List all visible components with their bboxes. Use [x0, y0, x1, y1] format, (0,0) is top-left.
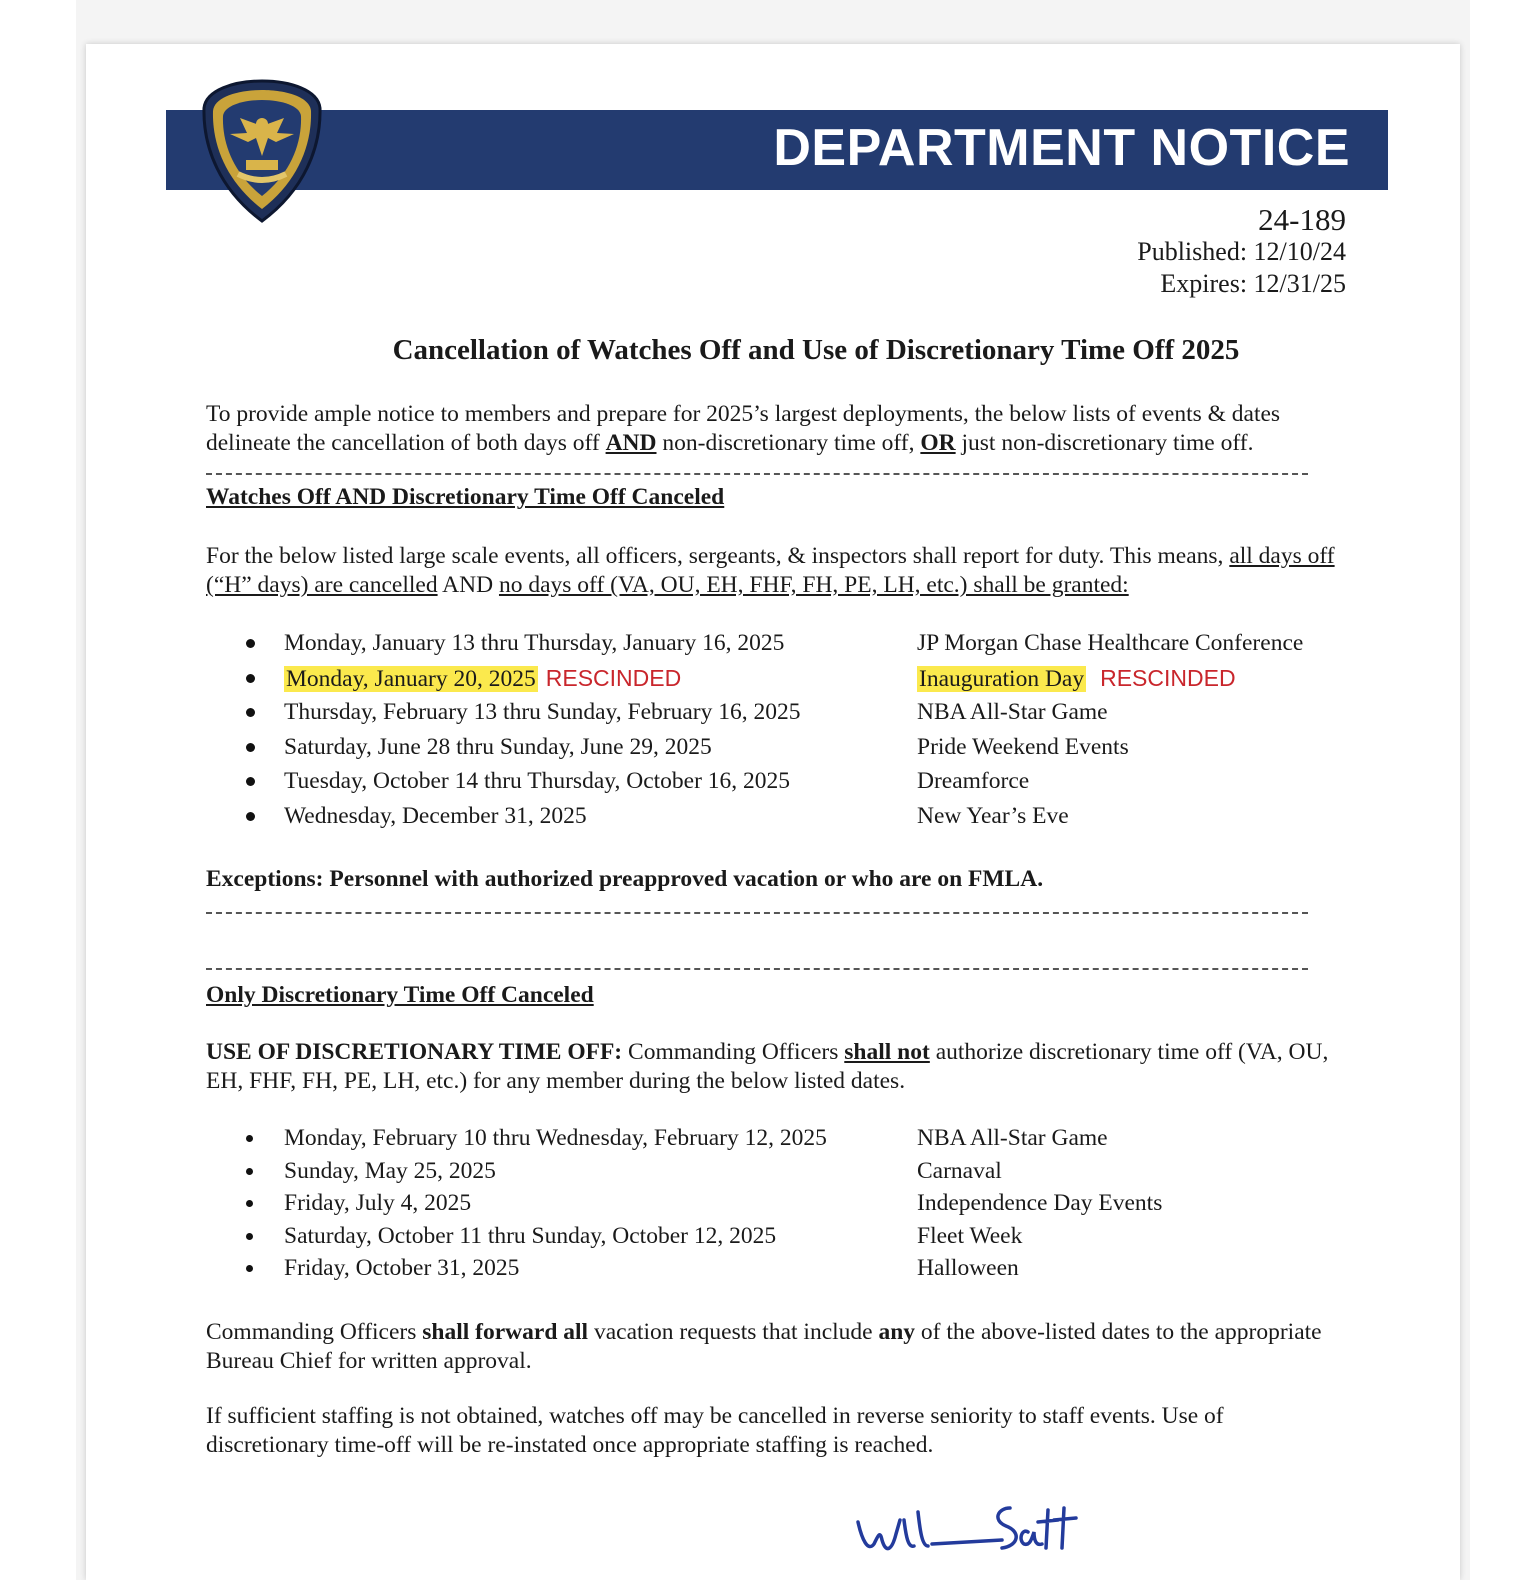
event-name: Halloween	[917, 1255, 1019, 1281]
header-banner	[166, 110, 1388, 190]
list-item	[236, 1155, 1366, 1188]
event-name: NBA All-Star Game	[917, 1125, 1108, 1151]
section1-paragraph	[206, 542, 1346, 600]
exceptions-note: Exceptions: Personnel with authorized preapproved vacation or who are on FMLA.	[206, 866, 1044, 892]
event-name: Inauguration Day	[919, 665, 1085, 692]
intro-text-3: just non-discretionary time off.	[955, 430, 1254, 456]
list-item	[236, 1252, 1366, 1285]
banner-title: DEPARTMENT NOTICE	[773, 119, 1350, 177]
section2-text-2: authorize discretionary time off (VA, OU, EH, FHF, FH, PE, LH, etc.) for any member during the below listed dates.	[206, 1039, 1329, 1094]
list-item	[236, 730, 1366, 765]
bullet-icon	[246, 639, 255, 648]
document-title: Cancellation of Watches Off and Use of Discretionary Time Off 2025	[392, 334, 1240, 366]
bullet-icon	[246, 1233, 253, 1240]
section2-paragraph	[206, 1038, 1346, 1096]
bullet-icon	[246, 777, 255, 786]
left-margin	[0, 0, 76, 1580]
event-name: NBA All-Star Game	[917, 699, 1108, 725]
divider	[206, 912, 1308, 914]
event-date: Friday, July 4, 2025	[284, 1190, 472, 1216]
event-date: Monday, January 20, 2025	[286, 665, 536, 692]
event-date: Monday, February 10 thru Wednesday, February 12, 2025	[284, 1125, 827, 1151]
forward-text-3: of the above-listed dates to the appropriate Bureau Chief for written approval.	[206, 1319, 1322, 1374]
notice-number: 24-189	[1258, 202, 1346, 237]
event-date: Saturday, October 11 thru Sunday, October 12, 2025	[284, 1222, 777, 1249]
divider	[206, 968, 1308, 970]
event-name: Fleet Week	[917, 1222, 1023, 1249]
event-name: JP Morgan Chase Healthcare Conference	[917, 630, 1304, 656]
expires-date: Expires: 12/31/25	[1160, 269, 1346, 298]
list-item	[236, 1122, 1366, 1155]
event-name: Pride Weekend Events	[917, 733, 1129, 760]
bullet-icon	[246, 1265, 253, 1272]
section1-text-1: For the below listed large scale events, all officers, sergeants, & inspectors shall report for duty. This means,	[206, 543, 1230, 569]
section2-list	[236, 1122, 1366, 1285]
event-date: Monday, January 13 thru Thursday, January 16, 2025	[284, 630, 785, 656]
staffing-paragraph: If sufficient staffing is not obtained, watches off may be cancelled in reverse seniority to staff events. Use of discretionary time-off will be re-instated once appropriate staffing is reached.	[206, 1403, 1224, 1458]
event-date: Wednesday, December 31, 2025	[284, 802, 587, 829]
intro-and: AND	[605, 430, 657, 456]
list-item	[236, 764, 1366, 799]
event-name: Carnaval	[917, 1157, 1002, 1184]
police-badge-icon	[200, 78, 324, 224]
bullet-icon	[246, 1168, 253, 1175]
forward-text-1: Commanding Officers	[206, 1319, 423, 1345]
list-item	[236, 695, 1366, 730]
event-date: Thursday, February 13 thru Sunday, February 16, 2025	[284, 699, 801, 725]
bullet-icon	[246, 743, 255, 752]
document-page	[86, 44, 1460, 1580]
forward-paragraph	[206, 1318, 1346, 1376]
section1-list	[236, 626, 1366, 833]
event-name: New Year’s Eve	[917, 802, 1069, 829]
section2-heading: Only Discretionary Time Off Canceled	[206, 982, 594, 1008]
bullet-icon	[246, 708, 255, 717]
signature-icon	[852, 1500, 1092, 1560]
event-name: Independence Day Events	[917, 1190, 1163, 1216]
section2-text-1: Commanding Officers	[622, 1039, 845, 1065]
section1-underline-1: all days off (“H” days) are cancelled	[206, 543, 1335, 598]
intro-text-1: To provide ample notice to members and prepare for 2025’s largest deployments, the below lists of events & dates delineate the cancellation of both days off	[206, 401, 1281, 456]
forward-text-2: vacation requests that include	[588, 1319, 879, 1345]
section1-heading: Watches Off AND Discretionary Time Off Canceled	[206, 484, 725, 510]
section2-lead-bold: USE OF DISCRETIONARY TIME OFF:	[206, 1039, 623, 1065]
right-margin	[1470, 0, 1520, 1580]
bullet-icon	[246, 1200, 253, 1207]
list-item	[236, 1220, 1366, 1253]
forward-bold-1: shall forward all	[422, 1319, 589, 1345]
event-date: Saturday, June 28 thru Sunday, June 29, 2025	[284, 733, 712, 760]
list-item	[236, 1187, 1366, 1220]
rescinded-label: RESCINDED	[545, 664, 682, 691]
bullet-icon	[246, 812, 255, 821]
published-date: Published: 12/10/24	[1137, 237, 1346, 266]
intro-paragraph	[206, 400, 1346, 458]
list-item	[236, 626, 1366, 661]
divider	[206, 473, 1308, 475]
intro-or: OR	[920, 430, 956, 456]
event-date: Sunday, May 25, 2025	[284, 1157, 496, 1184]
rescinded-label: RESCINDED	[1100, 664, 1236, 691]
shall-not: shall not	[844, 1039, 930, 1065]
bullet-icon	[246, 1135, 253, 1142]
event-name: Dreamforce	[917, 768, 1030, 794]
forward-bold-2: any	[878, 1319, 916, 1345]
event-date: Tuesday, October 14 thru Thursday, October 16, 2025	[284, 768, 791, 794]
section1-underline-2: no days off (VA, OU, EH, FHF, FH, PE, LH, etc.) shall be granted:	[498, 572, 1129, 598]
list-item	[236, 799, 1366, 834]
bullet-icon	[246, 674, 255, 683]
event-date: Friday, October 31, 2025	[284, 1255, 520, 1281]
list-item	[236, 661, 1366, 696]
section1-text-2: AND	[437, 572, 499, 598]
notice-meta	[1137, 204, 1346, 300]
intro-text-2: non-discretionary time off,	[656, 430, 921, 456]
